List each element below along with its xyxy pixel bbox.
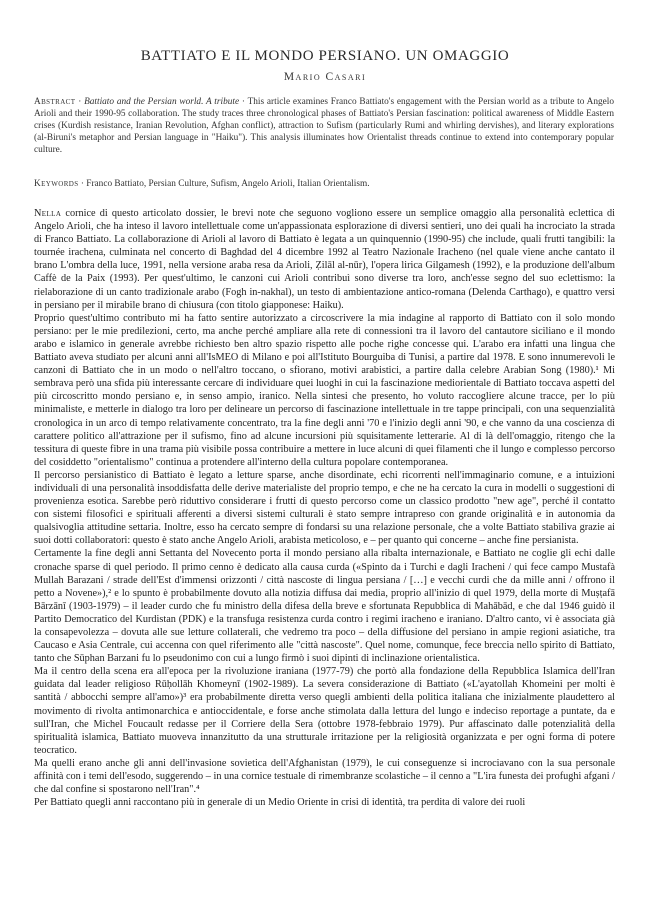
paragraph: Ma quelli erano anche gli anni dell'invasione sovietica dell'Afghanistan (1979), le cui conseguenze si incrociavano con la sua personale affinità con i temi dell'esodo, suggerendo – in una cornice testuale di rimembranze scolastiche – il cenno a "L'ira funesta dei profughi afgani / che dal confine si spostarono nell'Iran".⁴ xyxy=(34,757,615,796)
paragraph: Certamente la fine degli anni Settanta del Novecento porta il mondo persiano alla ribalta internazionale, e Battiato ne coglie gli echi dalle cronache sparse di quel periodo. Il primo cenno è dedicato alla causa curda («Spinto da i Turchi e dagli Iracheni / qui fece campo Mustafà Mullah Barazani / strade dell'Est d'immensi orizzonti / città nascoste di lingua persiana / […] e vecchi curdi che da mille anni / offrono il petto a Novene»),² e lo spunto è probabilmente dovuto alla notizia diffusa dai media, proprio all'inizio di quel 1979, della morte di Muṣṭafā Bārzānī (1903-1979) – il leader curdo che fu ministro della difesa della breve e sfortunata Repubblica di Mahābād, e che dal 1946 guidò il Partito Democratico del Kurdistan (PDK) e la transfuga resistenza curda contro i regimi iracheno e iraniano. D'altro canto, vi è associata già la consapevolezza – dovuta alle sue letture collaterali, che vedremo tra poco – della diffusione del persiano in ampie regioni asiatiche, tra Caucaso e Asia Centrale, cui accenna con quel riferimento alle "città nascoste". Quel nome, comunque, fece breccia nello spirito di Battiato, tanto che Sūphan Barzani fu lo pseudonimo con cui a lungo firmò i suoi dipinti di inclinazione orientalistica. xyxy=(34,548,615,665)
paragraph: Il percorso persianistico di Battiato è legato a letture sparse, anche disordinate, echi ricorrenti nell'immaginario comune, e a intuizioni individuali di una personalità insoddisfatta delle derive materialiste del proprio tempo, e che ne ha cercato la cura in modelli o suggestioni di provenienza esotica. Sarebbe però riduttivo considerare i frutti di questo percorso come un classico prodotto "new age", perché il contatto con sistemi filosofici e spirituali afferenti a diversi sistemi culturali è stato sempre intrapreso con grande originalità e in autonomia da qualsivoglia attitudine settaria. Inoltre, esso ha cercato sempre di fondarsi su una relazione personale, che a volte Battiato stabiliva grazie ai suoi dotti collaboratori: questo è stato anche Angelo Arioli, arabista meticoloso, e – per quanto qui concerne – anche fine persianista. xyxy=(34,469,615,547)
paragraph-first-word: Nella xyxy=(34,208,62,219)
paragraph: Per Battiato quegli anni raccontano più in generale di un Medio Oriente in crisi di identità, tra perdita di valore dei ruoli xyxy=(34,797,526,809)
keywords-label: Keywords xyxy=(34,179,79,189)
paragraph: Ma il centro della scena era all'epoca per la rivoluzione iraniana (1977-79) che portò alla fondazione della Repubblica Islamica dell'Iran guidata dal leader religioso Rūḥollāh Khomeynī (1902-1989). La severa considerazione di Battiato («L'ayatollah Khomeini per molti è santità / abbocchi sempre all'amo»)³ era probabilmente diretta verso quegli ambienti della politica italiana che inizialmente plaudettero al movimento di rivolta antimonarchica e antioccidentale, e forse anche stimolata dalla lettura del lungo e indeciso reportage a puntate, da e sull'Iran, che Michel Foucault redasse per il Corriere della Sera (ottobre 1978-febbraio 1979). Pur affascinato dalle potenzialità della spiritualità islamica, Battiato muoveva innanzitutto da una strutturale irritazione per la religiosità organizzata e per ogni forma di potere teocratico. xyxy=(34,666,615,756)
paragraph-text: cornice di questo articolato dossier, le brevi note che seguono vogliono essere un semplice omaggio alla personalità eclettica di Angelo Arioli, che ha inteso il lavoro intellettuale come un'appassionata esplorazione di diversi sentieri, uno dei quali ha incrociato la strada di Franco Battiato. La collaborazione di Arioli al lavoro di Battiato è legata a un quinquennio (1990-95) che include, quali frutti tangibili: la tournée irachena, culminata nel concerto di Baghdad del 4 dicembre 1992 al Teatro Nazionale Iracheno (nel quale viene anche cantato il brano L'ombra della luce, 1991, nella versione araba resa da Arioli, Ẓilāl al-nūr), l'opera lirica Gilgamesh (1992), e la produzione dell'album Caffè de la Paix (1993). Per quest'ultimo, le canzoni cui Arioli contribuì sono diverse tra loro, anch'esse segno del suo eclettismo: la rielaborazione di un canto tradizionale arabo (Fogh in-nakhal), un testo di ambientazione antico-romana (Delenda Carthago), e quattro versi in persiano per il mirabile brano di chiusura (con titolo giapponese: Haiku). xyxy=(34,208,615,311)
abstract xyxy=(34,96,614,156)
paragraph xyxy=(34,207,615,312)
abstract-title: Battiato and the Persian world. A tribute xyxy=(84,97,240,107)
paragraph: Proprio quest'ultimo contributo mi ha fatto sentire autorizzato a circoscrivere la mia indagine al rapporto di Battiato con il solo mondo persiano: per le mie predilezioni, certo, ma anche perché ampliare alla rete di connessioni tra il lavoro del cantautore siciliano e il mondo arabo e islamico in generale avrebbe richiesto ben altro spazio rispetto alle poche righe concesse qui. L'arabo era infatti una lingua che Battiato aveva studiato per alcuni anni all'IsMEO di Milano e poi all'Istituto Bourguiba di Tunisi, a partire dal 1978. E sono innumerevoli le canzoni di Battiato che in un modo o nell'altro toccano, o sfiorano, motivi arabistici, a partire dalla celebre Arabian Song (1980).¹ Mi sembrava però una sfida più interessante cercare di individuare quei luoghi in cui la fascinazione mediorientale di Battiato toccava aspetti del più circoscritto mondo persiano e, in senso ampio, iranico. Nella sintesi che presento, ho voluto raccogliere alcune tracce, per lo più minimaliste, e metterle in dialogo tra loro per delineare un percorso di fascinazione intellettuale in tre tappe principali, con una sequenzialità cronologica in un arco di tempo relativamente concentrato, tra la fine degli anni '70 e l'inizio degli anni '90, e che vanno da una coscienza di carattere politico all'attrazione per il sufismo, fino ad alcune incursioni più squisitamente letterarie. Al di là dell'omaggio, ritengo che la tessitura di queste fibre in una trama più visibile possa contribuire a mettere in luce alcuni di quei filamenti che il lungo e complesso percorso del cosiddetto "orientalismo" continua a protendere all'interno della cultura popolare contemporanea. xyxy=(34,312,615,468)
article-title: BATTIATO E IL MONDO PERSIANO. UN OMAGGIO xyxy=(140,48,510,64)
article-body xyxy=(34,207,615,809)
abstract-label: Abstract xyxy=(34,97,76,107)
keywords xyxy=(34,178,614,190)
keywords-text: · Franco Battiato, Persian Culture, Sufism, Angelo Arioli, Italian Orientalism. xyxy=(78,179,370,189)
abstract-separator: · xyxy=(75,97,85,107)
article-author: Mario Casari xyxy=(283,71,367,83)
abstract-text: · This article examines Franco Battiato's engagement with the Persian world as a tribute to Angelo Arioli and their 1990-95 collaboration. The study traces three chronological phases of Battiato's Persian fascination: political awareness of Middle Eastern crises (Kurdish resistance, Iranian Revolution, Afghan conflict), attraction to Sufism (particularly Rumi and whirling dervishes), and literary explorations (al-Biruni's metaphor and Persian language in "Haiku"). This analysis illuminates how Orientalist threads continue to extend into contemporary popular culture. xyxy=(34,97,614,156)
